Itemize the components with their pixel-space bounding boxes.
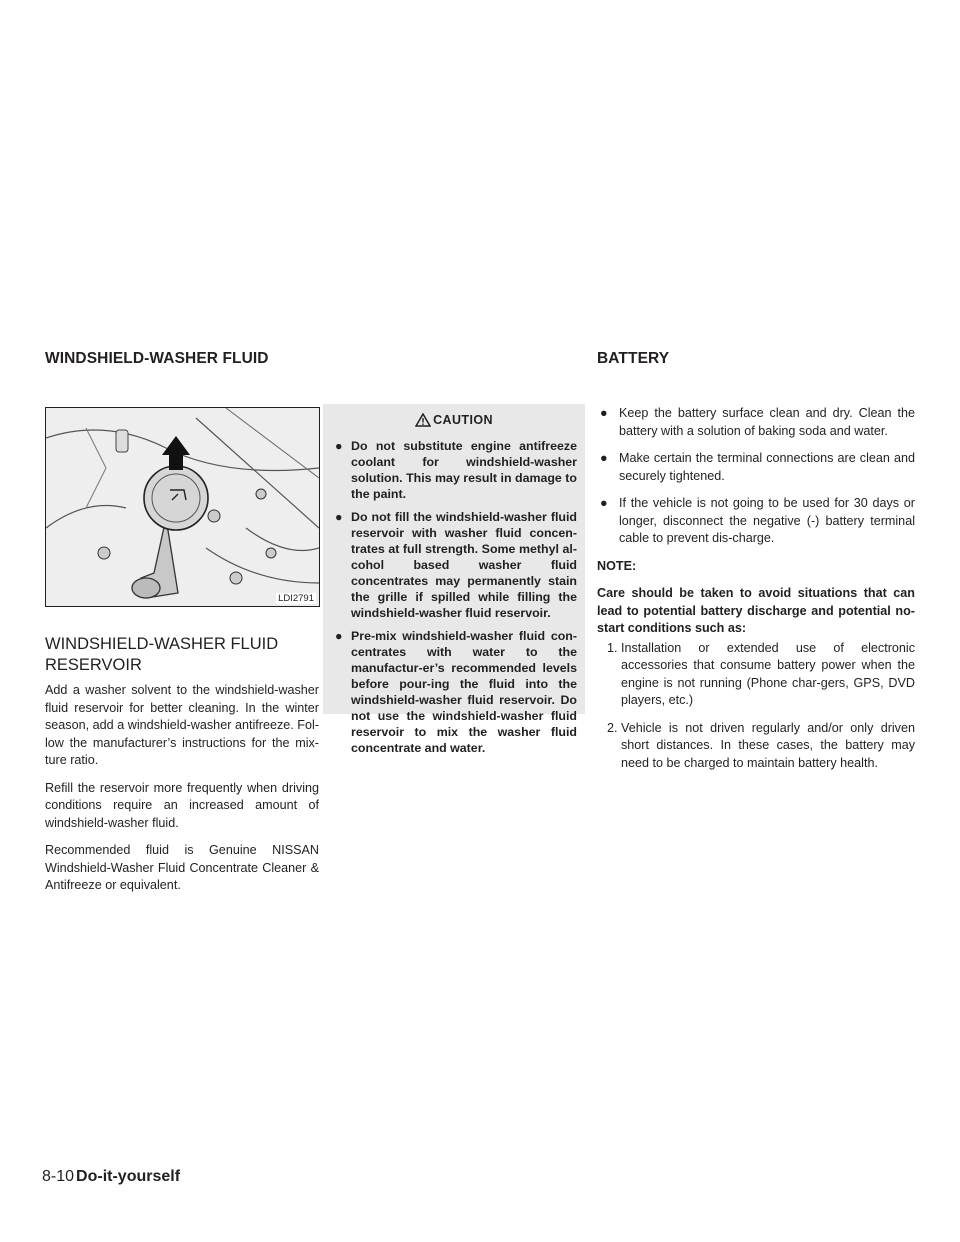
caution-item-text: Do not substitute engine antifreeze coolant for windshield-washer solution. This may result in damage to the paint. [351, 439, 577, 501]
page-number: 8-10 [42, 1168, 75, 1185]
numbered-item-text: Vehicle is not driven regularly and/or only driven short distances. In these cases, the battery may need to be charged to maintain battery health. [621, 720, 915, 770]
battery-bullet [597, 450, 915, 485]
bullet-icon: ● [335, 510, 343, 524]
battery-bullet-list [597, 405, 915, 548]
reservoir-paragraph: Recommended fluid is Genuine NISSAN Windshield-Washer Fluid Concentrate Cleaner & Antifreeze or equivalent. [45, 843, 319, 892]
numbered-item-text: Installation or extended use of electronic accessories that consume battery power when the engine is not running (Phone char-gers, GPS, DVD players, etc.) [621, 640, 915, 707]
item-number: 1. [607, 640, 618, 655]
caution-box [323, 404, 585, 755]
bullet-icon: ● [335, 629, 343, 643]
washer-reservoir-figure [45, 407, 320, 607]
caution-item [335, 509, 577, 621]
reservoir-paragraph: Refill the reservoir more frequently when driving conditions require an increased amount of windshield-washer fluid. [45, 780, 319, 830]
figure-label: LDI2791 [278, 593, 314, 604]
battery-bullet-text: Keep the battery surface clean and dry. Clean the battery with a solution of baking soda and water. [619, 406, 915, 438]
caution-item-text: Do not fill the windshield-washer fluid reservoir with washer fluid concen-trates at full strength. Some methyl al-cohol based washer fluid concentrates may permanently stain the grille if spilled while filling the windshield-washer fluid reservoir. [351, 510, 577, 620]
numbered-item [597, 640, 915, 710]
note-title: NOTE: [597, 558, 637, 573]
reservoir-title: WINDSHIELD-WASHER FLUID RESERVOIR [45, 635, 279, 674]
warning-triangle-icon [415, 413, 431, 430]
bullet-icon: ● [600, 496, 608, 510]
page-footer [42, 1168, 180, 1186]
note-numbered-list [597, 640, 915, 773]
caution-title: CAUTION [433, 413, 493, 427]
section-header-left: WINDSHIELD-WASHER FLUID [45, 350, 269, 367]
caution-header [323, 413, 585, 430]
caution-item [335, 438, 577, 502]
washer-reservoir-cap-illustration [46, 408, 319, 606]
reservoir-body [45, 682, 319, 905]
footer-section: Do-it-yourself [76, 1168, 181, 1185]
caution-item-text: Pre-mix windshield-washer fluid con-centrates with water to the manufactur-er’s recommended levels before pour-ing the fluid into the windshield-washer fluid reservoir. Do not use the windshield-washer fluid reservoir to mix the washer fluid concentrate and water. [351, 629, 577, 755]
caution-item [335, 628, 577, 756]
battery-bullet-text: Make certain the terminal connections are clean and securely tightened. [619, 451, 915, 483]
battery-bullet [597, 405, 915, 440]
battery-bullet-text: If the vehicle is not going to be used for 30 days or longer, disconnect the negative (-) battery terminal cable to prevent dis-charge. [619, 496, 915, 545]
item-number: 2. [607, 720, 618, 735]
bullet-icon: ● [335, 439, 343, 453]
note-text: Care should be taken to avoid situations that can lead to potential battery discharge and potential no-start conditions such as: [597, 586, 915, 635]
numbered-item [597, 720, 915, 773]
battery-bullet [597, 495, 915, 548]
battery-body [597, 405, 915, 782]
bullet-icon: ● [600, 406, 608, 420]
bullet-icon: ● [600, 451, 608, 465]
caution-list [323, 438, 585, 756]
section-header-right: BATTERY [597, 350, 670, 367]
reservoir-paragraph: Add a washer solvent to the windshield-washer fluid reservoir for better cleaning. In the winter season, add a windshield-washer antifreeze. Fol-low the manufacturer’s instructions for the mix-ture ratio. [45, 683, 319, 767]
